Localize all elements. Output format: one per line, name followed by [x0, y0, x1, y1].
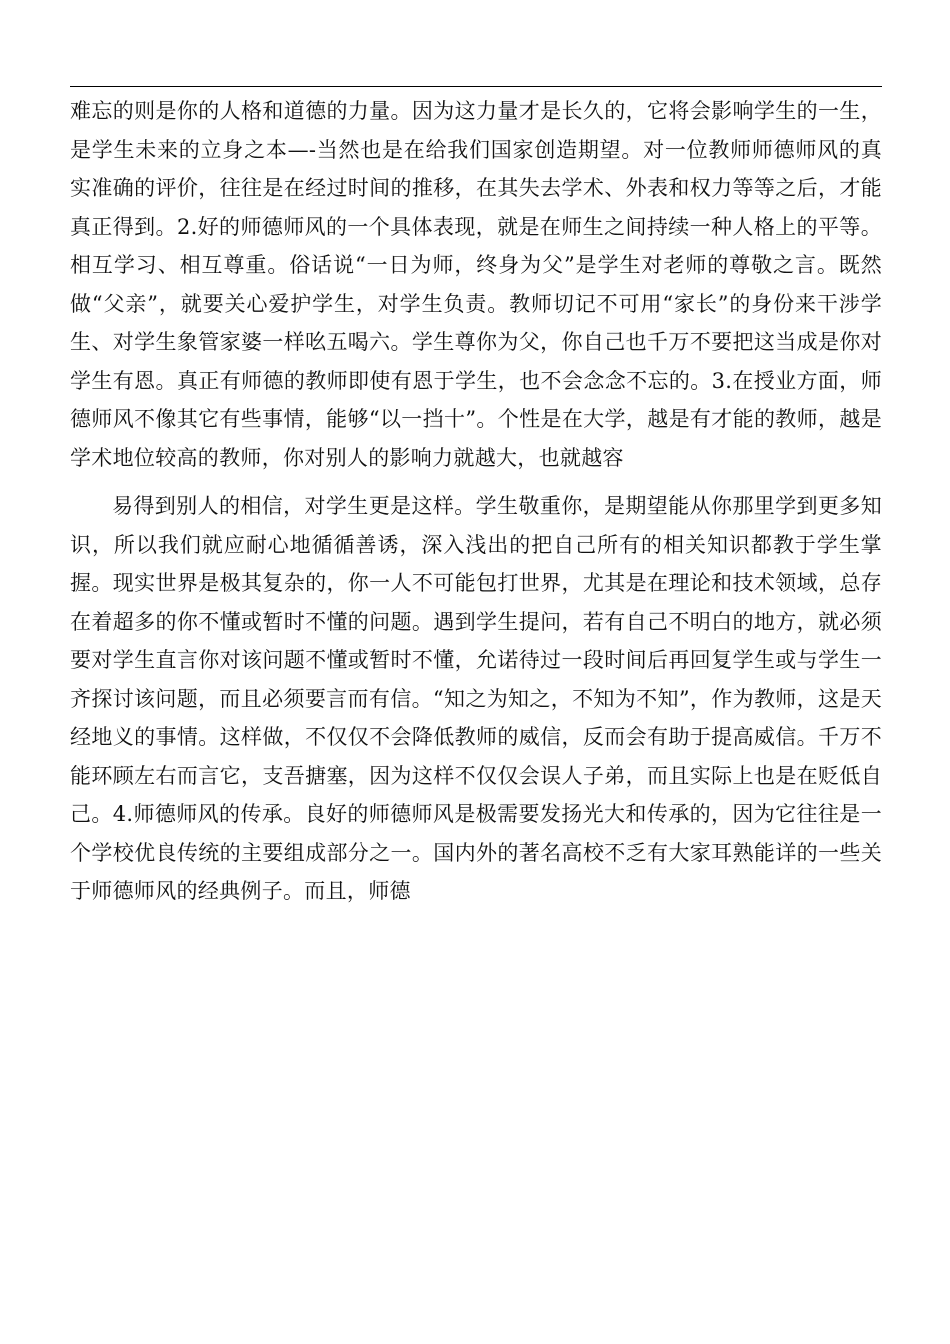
document-body — [70, 92, 882, 911]
document-page — [70, 0, 882, 1344]
paragraph-1: 难忘的则是你的人格和道德的力量。因为这力量才是长久的，它将会影响学生的一生，是学生未来的立身之本—-当然也是在给我们国家创造期望。对一位教师师德师风的真实准确的评价，往往是在经过时间的推移，在其失去学术、外表和权力等等之后，才能真正得到。2.好的师德师风的一个具体表现，就是在师生之间持续一种人格上的平等。相互学习、相互尊重。俗话说“一日为师，终身为父”是学生对老师的尊敬之言。既然做“父亲”，就要关心爱护学生，对学生负责。教师切记不可用“家长”的身份来干涉学生、对学生象管家婆一样吆五喝六。学生尊你为父，你自己也千万不要把这当成是你对学生有恩。真正有师德的教师即使有恩于学生，也不会念念不忘的。3.在授业方面，师德师风不像其它有些事情，能够“以一挡十”。个性是在大学，越是有才能的教师，越是学术地位较高的教师，你对别人的影响力就越大，也就越容 — [70, 99, 882, 470]
paragraph-2: 易得到别人的相信，对学生更是这样。学生敬重你，是期望能从你那里学到更多知识，所以我们就应耐心地循循善诱，深入浅出的把自己所有的相关知识都教于学生掌握。现实世界是极其复杂的，你一人不可能包打世界，尤其是在理论和技术领域，总存在着超多的你不懂或暂时不懂的问题。遇到学生提问，若有自己不明白的地方，就必须要对学生直言你对该问题不懂或暂时不懂，允诺待过一段时间后再回复学生或与学生一齐探讨该问题，而且必须要言而有信。“知之为知之，不知为不知”，作为教师，这是天经地义的事情。这样做，不仅仅不会降低教师的威信，反而会有助于提高威信。千万不能环顾左右而言它，支吾搪塞，因为这样不仅仅会误人子弟，而且实际上也是在贬低自己。4.师德师风的传承。良好的师德师风是极需要发扬光大和传承的，因为它往往是一个学校优良传统的主要组成部分之一。国内外的著名高校不乏有大家耳熟能详的一些关于师德师风的经典例子。而且，师德 — [70, 494, 882, 903]
header-rule — [70, 86, 882, 87]
